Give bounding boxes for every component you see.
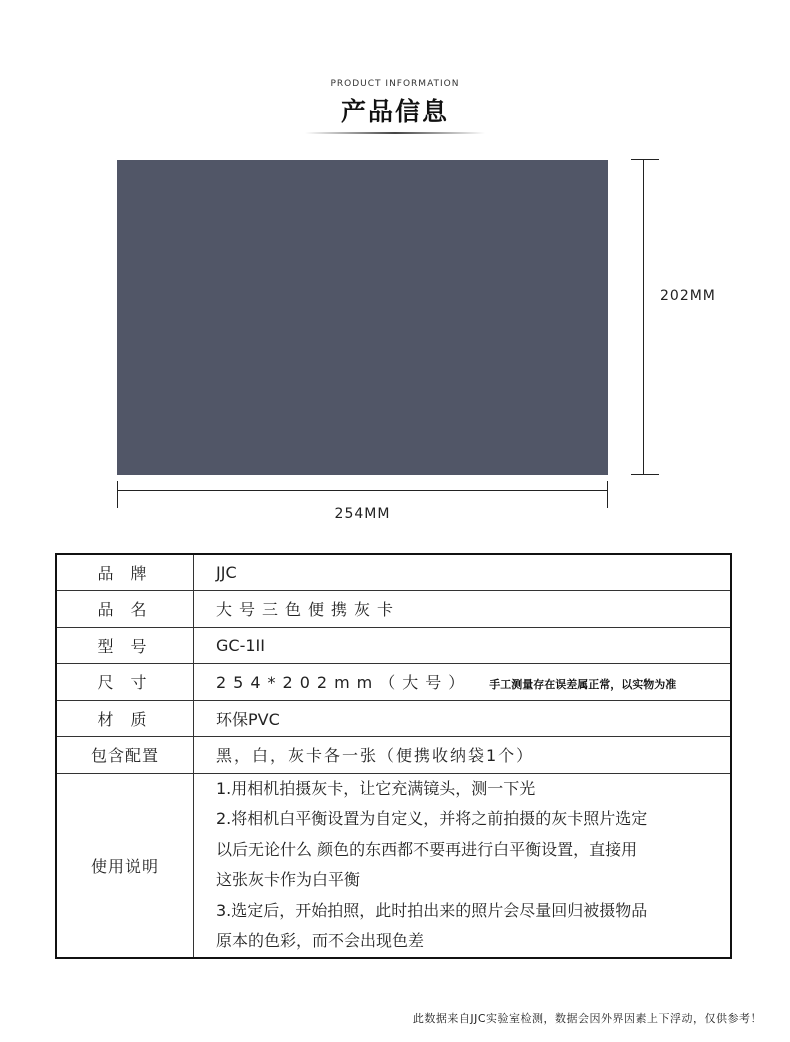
table-row — [56, 663, 731, 700]
spec-key-name: 品 名 — [56, 590, 194, 627]
title-underline — [305, 132, 485, 134]
height-dimension-top-tick — [631, 159, 659, 160]
usage-line: 2.将相机白平衡设置为自定义，并将之前拍摄的灰卡照片选定 — [216, 809, 648, 828]
table-row — [56, 554, 731, 590]
usage-line: 1.用相机拍摄灰卡，让它充满镜头，测一下光 — [216, 778, 536, 798]
section-title: 产品信息 — [340, 97, 449, 126]
table-row — [56, 590, 731, 627]
width-dimension-right-tick — [607, 481, 608, 508]
spec-key-model: 型 号 — [56, 627, 194, 663]
section-subtitle: PRODUCT INFORMATION — [330, 79, 460, 89]
spec-value-name: 大号三色便携灰卡 — [194, 590, 732, 627]
spec-key-size: 尺 寸 — [56, 663, 194, 700]
usage-line: 以后无论什么 颜色的东西都不要再进行白平衡设置，直接用 — [216, 839, 638, 859]
height-dimension-label: 202MM — [660, 288, 716, 304]
usage-line: 这张灰卡作为白平衡 — [216, 870, 361, 889]
size-note: 手工测量存在误差属正常，以实物为准 — [489, 678, 677, 691]
spec-key-package: 包含配置 — [56, 736, 194, 773]
spec-value-usage — [194, 773, 732, 958]
spec-value-brand: JJC — [194, 554, 732, 590]
spec-value-material: 环保PVC — [194, 700, 732, 736]
spec-key-material: 材 质 — [56, 700, 194, 736]
width-dimension-left-tick — [117, 481, 118, 508]
spec-table — [55, 553, 732, 959]
table-row — [56, 736, 731, 773]
spec-value-package: 黑，白，灰卡各一张（便携收纳袋1个） — [194, 736, 732, 773]
spec-value-model: GC-1II — [194, 627, 732, 663]
spec-key-brand: 品 牌 — [56, 554, 194, 590]
footer-disclaimer: 此数据来自JJC实验室检测，数据会因外界因素上下浮动，仅供参考！ — [412, 1012, 762, 1025]
height-dimension-line — [643, 159, 644, 474]
spec-value-size: 254*202mm（大号） — [216, 673, 472, 692]
height-dimension-bottom-tick — [631, 474, 659, 475]
gray-card-image — [117, 160, 608, 475]
usage-line: 原本的色彩，而不会出现色差 — [216, 931, 425, 950]
usage-line: 3.选定后，开始拍照，此时拍出来的照片会尽量回归被摄物品 — [216, 900, 648, 920]
width-dimension-line — [117, 490, 608, 491]
spec-key-usage: 使用说明 — [56, 773, 194, 958]
width-dimension-label: 254MM — [334, 506, 391, 522]
spec-value-size-cell — [194, 663, 732, 700]
table-row — [56, 773, 731, 958]
table-row — [56, 700, 731, 736]
table-row — [56, 627, 731, 663]
